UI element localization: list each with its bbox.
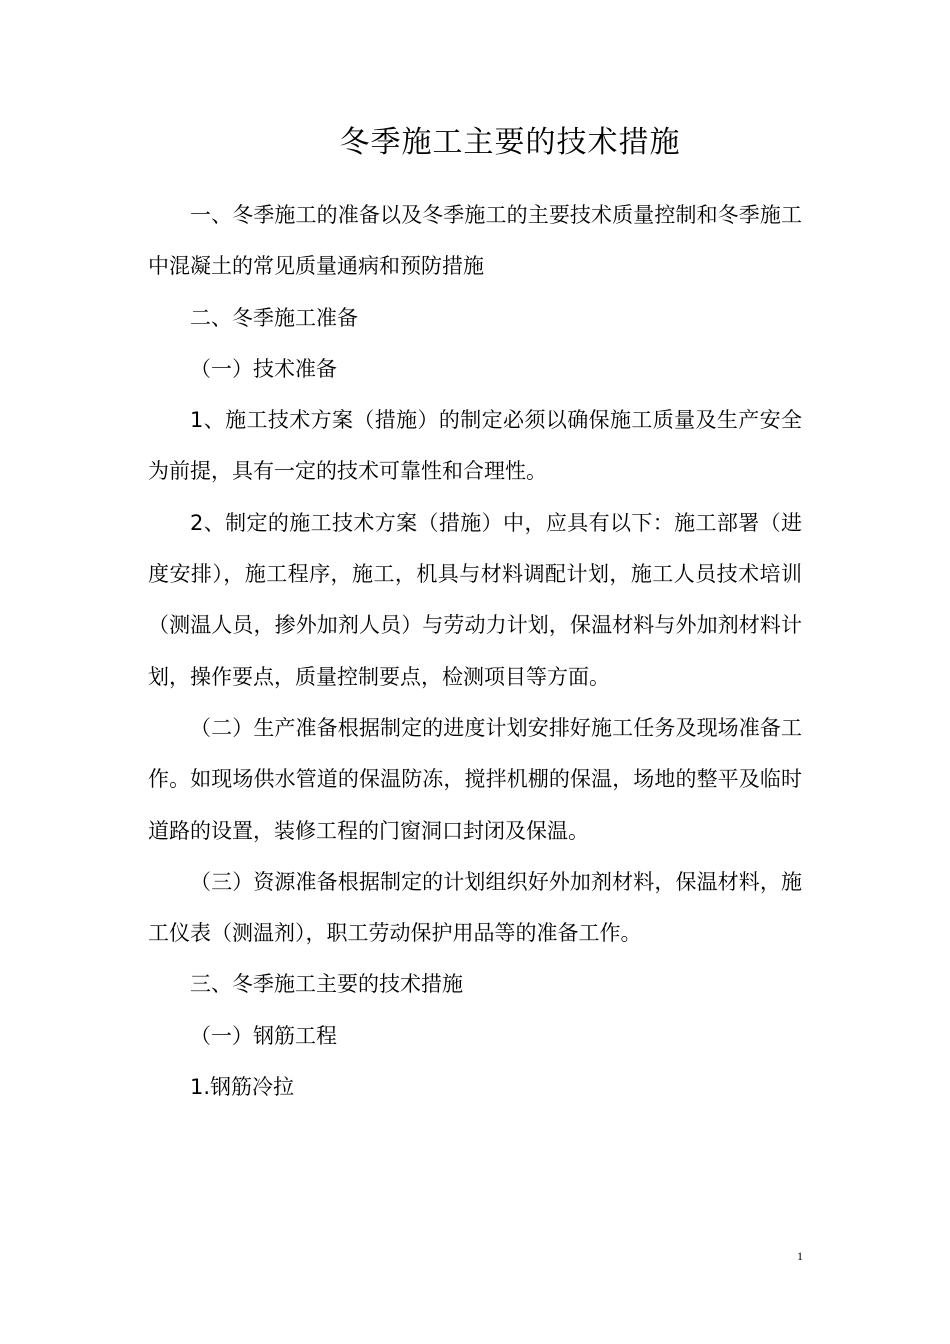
paragraph-1: 一、冬季施工的准备以及冬季施工的主要技术质量控制和冬季施工中混凝土的常见质量通病和预防措施 — [148, 203, 802, 279]
document-title: 冬季施工主要的技术措施 — [339, 125, 681, 160]
page-number: 1 — [797, 1249, 803, 1263]
paragraph-5: 2、制定的施工技术方案（措施）中，应具有以下：施工部署（进度安排），施工程序，施工，机具与材料调配计划，施工人员技术培训（测温人员，掺外加剂人员）与劳动力计划，保温材料与外加剂材料计划，操作要点，质量控制要点，检测项目等方面。 — [148, 510, 802, 689]
paragraph-4: 1、施工技术方案（措施）的制定必须以确保施工质量及生产安全为前提，具有一定的技术可靠性和合理性。 — [148, 408, 802, 484]
paragraph-2: 二、冬季施工准备 — [190, 305, 358, 330]
document-body — [148, 190, 802, 1113]
paragraph-8: 三、冬季施工主要的技术措施 — [190, 972, 463, 997]
paragraph-10: 1.钢筋冷拉 — [190, 1075, 295, 1100]
paragraph-7: （三）资源准备根据制定的计划组织好外加剂材料，保温材料，施工仪表（测温剂），职工劳动保护用品等的准备工作。 — [148, 869, 802, 946]
paragraph-6: （二）生产准备根据制定的进度计划安排好施工任务及现场准备工作。如现场供水管道的保温防冻，搅拌机棚的保温，场地的整平及临时道路的设置，装修工程的门窗洞口封闭及保温。 — [148, 715, 802, 843]
paragraph-9: （一）钢筋工程 — [190, 1023, 337, 1048]
paragraph-3: （一）技术准备 — [190, 356, 337, 381]
